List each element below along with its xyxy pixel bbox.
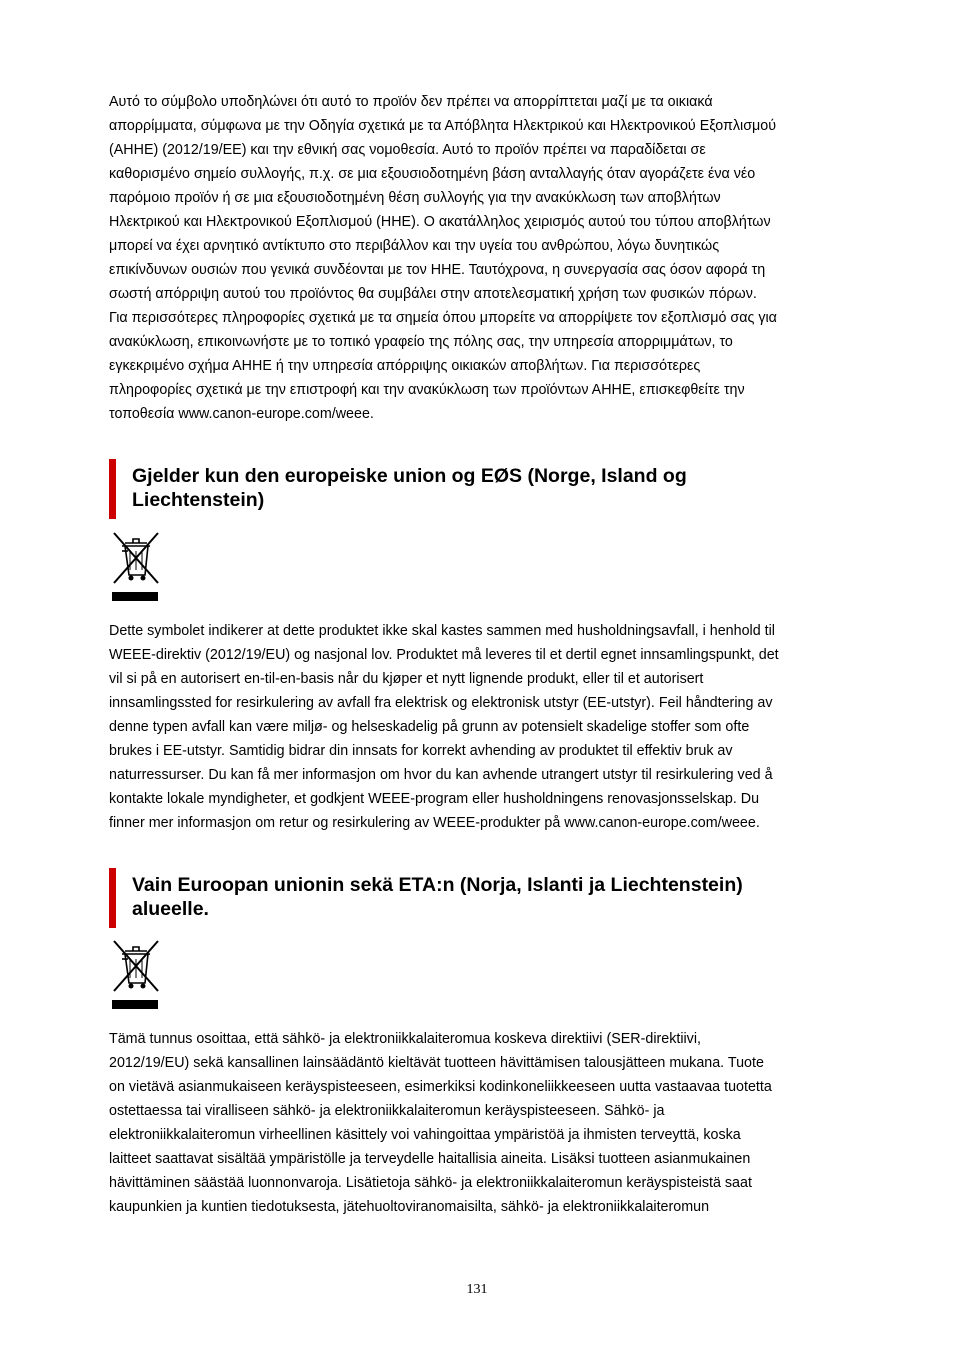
weee-bin-icon (108, 529, 164, 607)
page-number: 131 (466, 1282, 488, 1297)
finnish-section-heading: Vain Euroopan unionin sekä ETA:n (Norja, Islanti ja Liechtenstein) alueelle. (109, 868, 809, 928)
weee-bin-icon (108, 937, 164, 1015)
norwegian-weee-paragraph: Dette symbolet indikerer at dette produktet ikke skal kastes sammen med husholdningsavfall, i henhold til WEEE-direktiv (2012/19/EU) og nasjonal lov. Produktet må leveres til et dertil egnet innsamlingspunkt, det vil si på en autorisert en-til-en-basis når du kjøper et nytt lignende produkt, eller til et autorisert innsamlingssted for resirkulering av avfall fra elektrisk og elektronisk utstyr (EE-utstyr). Feil håndtering av denne typen avfall kan være miljø- og helseskadelig på grunn av potensielt skadelige stoffer som ofte brukes i EE-utstyr. Samtidig bidrar din innsats for korrekt avhending av produktet til effektiv bruk av naturressurser. Du kan få mer informasjon om hvor du kan avhende utrangert utstyr til resirkulering ved å kontakte lokale myndigheter, et godkjent WEEE-program eller husholdningens renovasjonsselskap. Du finner mer informasjon om retur og resirkulering av WEEE-produkter på www.canon-europe.com/weee. (109, 623, 779, 831)
finnish-weee-paragraph: Tämä tunnus osoittaa, että sähkö- ja elektroniikkalaiteromua koskeva direktiivi (SER-direktiivi, 2012/19/EU) sekä kansallinen lainsäädäntö kieltävät tuotteen hävittämisen talousjätteen mukana. Tuote on vietävä asianmukaiseen keräyspisteeseen, esimerkiksi kodinkoneliikkeeseen uutta vastaavaa tuotetta ostettaessa tai viralliseen sähkö- ja elektroniikkalaiteromun keräyspisteeseen. Sähkö- ja elektroniikkalaiteromun virheellinen käsittely voi vahingoittaa ympäristöä ja ihmisten terveyttä, koska laitteet saattavat sisältää ympäristölle ja terveydelle haitallisia aineita. Lisäksi tuotteen asianmukainen hävittäminen säästää luonnonvaroja. Lisätietoja sähkö- ja elektroniikkalaiteromun keräyspisteistä saat kaupunkien ja kuntien tiedotuksesta, jätehuoltoviranomaisilta, sähkö- ja elektroniikkalaiteromun (109, 1031, 772, 1215)
greek-weee-paragraph: Αυτό το σύμβολο υποδηλώνει ότι αυτό το προϊόν δεν πρέπει να απορρίπτεται μαζί με τα οικιακά απορρίμματα, σύμφωνα με την Οδηγία σχετικά με τα Απόβλητα Ηλεκτρικού και Ηλεκτρονικού Εξοπλισμού (AHHE) (2012/19/EE) και την εθνική σας νομοθεσία. Αυτό το προϊόν πρέπει να παραδίδεται σε καθορισμένο σημείο συλλογής, π.χ. σε μια εξουσιοδοτημένη βάση ανταλλαγής όταν αγοράζετε ένα νέο παρόμοιο προϊόν ή σε μια εξουσιοδοτημένη θέση συλλογής για την ανακύκλωση των αποβλήτων Ηλεκτρικού και Ηλεκτρονικού Εξοπλισμού (ΗΗΕ). Ο ακατάλληλος χειρισμός αυτού του τύπου αποβλήτων μπορεί να έχει αρνητικό αντίκτυπο στο περιβάλλον και την υγεία του ανθρώπου, λόγω δυνητικώς επικίνδυνων ουσιών που γενικά συνδέονται με τον ΗΗΕ. Ταυτόχρονα, η συνεργασία σας όσον αφορά τη σωστή απόρριψη αυτού του προϊόντος θα συμβάλει στην αποτελεσματική χρήση των φυσικών πόρων. Για περισσότερες πληροφορίες σχετικά με τα σημεία όπου μπορείτε να απορρίψετε τον εξοπλισμό σας για ανακύκλωση, επικοινωνήστε με το τοπικό γραφείο της πόλης σας, την υπηρεσία απορριμμάτων, το εγκεκριμένο σχήμα ΑΗΗΕ ή την υπηρεσία απόρριψης οικιακών αποβλήτων. Για περισσότερες πληροφορίες σχετικά με την επιστροφή και την ανακύκλωση των προϊόντων ΑΗΗΕ, επισκεφθείτε την τοποθεσία www.canon-europe.com/weee. (109, 94, 777, 422)
norwegian-section-heading: Gjelder kun den europeiske union og EØS (Norge, Island og Liechtenstein) (109, 459, 809, 519)
